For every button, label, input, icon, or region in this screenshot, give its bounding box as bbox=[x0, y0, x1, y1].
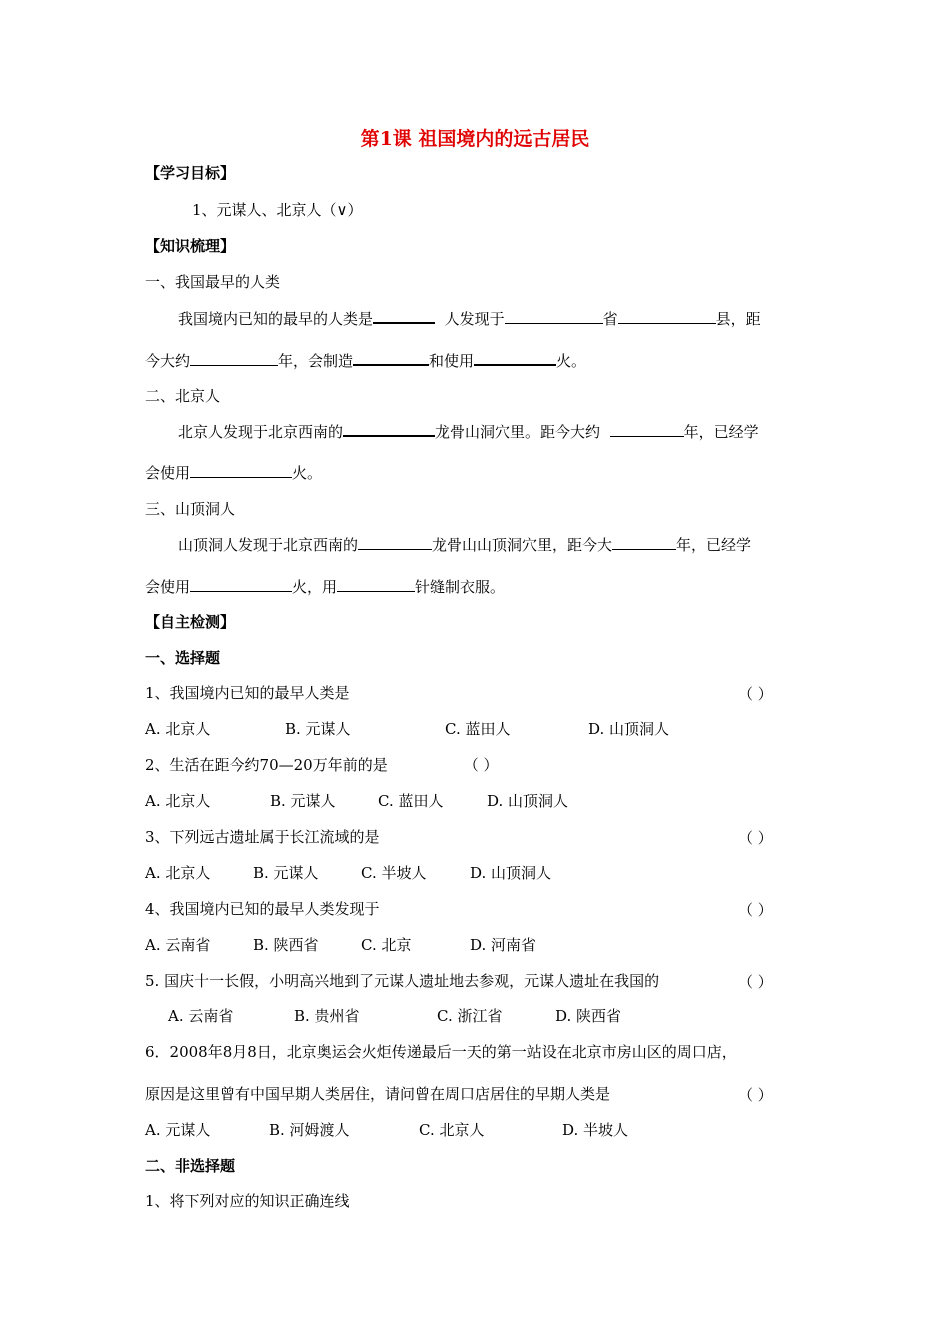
option-a[interactable]: A. 北京人 bbox=[145, 720, 211, 738]
option-b[interactable]: B. 贵州省 bbox=[294, 1007, 360, 1025]
option-c[interactable]: C. 半坡人 bbox=[361, 864, 427, 882]
option-b[interactable]: B. 陕西省 bbox=[253, 936, 319, 954]
option-a[interactable]: A. 北京人 bbox=[145, 792, 211, 810]
option-c[interactable]: C. 蓝田人 bbox=[378, 792, 444, 810]
question-3: 3、下列远古遗址属于长江流域的是 bbox=[145, 828, 380, 846]
blank-field[interactable] bbox=[618, 309, 716, 324]
question-6-line1: 6．2008年8月8日，北京奥运会火炬传递最后一天的第一站设在北京市房山区的周口店， bbox=[145, 1043, 737, 1061]
answer-paren[interactable]: （ ） bbox=[738, 973, 773, 991]
answer-paren[interactable]: （ ） bbox=[738, 1086, 773, 1104]
nonchoice-question-1: 1、将下列对应的知识正确连线 bbox=[145, 1192, 350, 1210]
question-4-options bbox=[145, 935, 536, 955]
blank-field[interactable] bbox=[190, 463, 292, 478]
question-2-options bbox=[145, 791, 568, 811]
blank-field[interactable] bbox=[190, 577, 292, 592]
blank-field[interactable] bbox=[343, 421, 435, 437]
section-selfcheck: 【自主检测】 bbox=[145, 613, 236, 631]
k2-heading: 二、北京人 bbox=[145, 387, 221, 405]
section-knowledge: 【知识梳理】 bbox=[145, 237, 236, 255]
blank-field[interactable] bbox=[474, 350, 556, 366]
option-d[interactable]: D. 山顶洞人 bbox=[470, 864, 552, 882]
k1-heading: 一、我国最早的人类 bbox=[145, 273, 281, 291]
option-b[interactable]: B. 元谋人 bbox=[253, 864, 319, 882]
option-c[interactable]: C. 北京人 bbox=[419, 1121, 485, 1139]
option-a[interactable]: A. 云南省 bbox=[145, 936, 211, 954]
option-b[interactable]: B. 元谋人 bbox=[270, 792, 336, 810]
question-5: 5. 国庆十一长假，小明高兴地到了元谋人遗址地去参观，元谋人遗址在我国的 bbox=[145, 972, 660, 990]
answer-paren[interactable]: （ ） bbox=[738, 685, 773, 703]
k3-para-line1: 山顶洞人发现于北京西南的 龙骨山山顶洞穴里，距今大 年，已经学 bbox=[178, 536, 752, 554]
option-a[interactable]: A. 北京人 bbox=[145, 864, 211, 882]
option-d[interactable]: D. 河南省 bbox=[470, 936, 537, 954]
question-3-options bbox=[145, 863, 551, 883]
option-c[interactable]: C. 蓝田人 bbox=[445, 720, 511, 738]
nonchoice-heading: 二、非选择题 bbox=[145, 1157, 236, 1175]
question-1: 1、我国境内已知的最早人类是 bbox=[145, 684, 350, 702]
section-objectives: 【学习目标】 bbox=[145, 164, 236, 182]
option-b[interactable]: B. 河姆渡人 bbox=[269, 1121, 350, 1139]
k1-para-line1: 我国境内已知的最早的人类是 人发现于 省 县，距 bbox=[178, 310, 761, 328]
option-a[interactable]: A. 云南省 bbox=[168, 1007, 234, 1025]
k2-para-line2: 会使用 火。 bbox=[145, 464, 323, 482]
blank-field[interactable] bbox=[358, 535, 432, 550]
question-5-options bbox=[168, 1006, 621, 1026]
question-1-options bbox=[145, 719, 669, 739]
answer-paren[interactable]: （ ） bbox=[738, 829, 773, 847]
answer-paren[interactable]: （ ） bbox=[463, 756, 499, 774]
option-a[interactable]: A. 元谋人 bbox=[145, 1121, 211, 1139]
blank-field[interactable] bbox=[337, 577, 415, 592]
page-title: 第1课 祖国境内的远古居民 bbox=[360, 128, 590, 150]
blank-field[interactable] bbox=[373, 308, 435, 324]
question-6-options bbox=[145, 1120, 628, 1140]
option-b[interactable]: B. 元谋人 bbox=[285, 720, 351, 738]
option-c[interactable]: C. 北京 bbox=[361, 936, 412, 954]
question-6-line2: 原因是这里曾有中国早期人类居住，请问曾在周口店居住的早期人类是 bbox=[145, 1085, 611, 1103]
question-4: 4、我国境内已知的最早人类发现于 bbox=[145, 900, 380, 918]
answer-paren[interactable]: （ ） bbox=[738, 901, 773, 919]
objective-item: 1、元谋人、北京人（∨） bbox=[192, 201, 363, 219]
k3-para-line2: 会使用 火，用 针缝制衣服。 bbox=[145, 578, 506, 596]
k1-para-line2: 今大约 年，会制造 和使用 火。 bbox=[145, 352, 587, 370]
option-c[interactable]: C. 浙江省 bbox=[437, 1007, 503, 1025]
choice-heading: 一、选择题 bbox=[145, 649, 221, 667]
option-d[interactable]: D. 半坡人 bbox=[562, 1121, 629, 1139]
question-2: 2、生活在距今约70—20万年前的是 （ ） bbox=[145, 756, 499, 774]
blank-field[interactable] bbox=[505, 309, 603, 324]
option-d[interactable]: D. 陕西省 bbox=[555, 1007, 622, 1025]
option-d[interactable]: D. 山顶洞人 bbox=[487, 792, 569, 810]
blank-field[interactable] bbox=[612, 535, 676, 550]
option-d[interactable]: D. 山顶洞人 bbox=[588, 720, 670, 738]
k2-para-line1: 北京人发现于北京西南的 龙骨山洞穴里。距今大约 年，已经学 bbox=[178, 423, 759, 441]
blank-field[interactable] bbox=[190, 351, 278, 366]
blank-field[interactable] bbox=[610, 422, 684, 437]
k3-heading: 三、山顶洞人 bbox=[145, 500, 236, 518]
blank-field[interactable] bbox=[353, 350, 429, 366]
